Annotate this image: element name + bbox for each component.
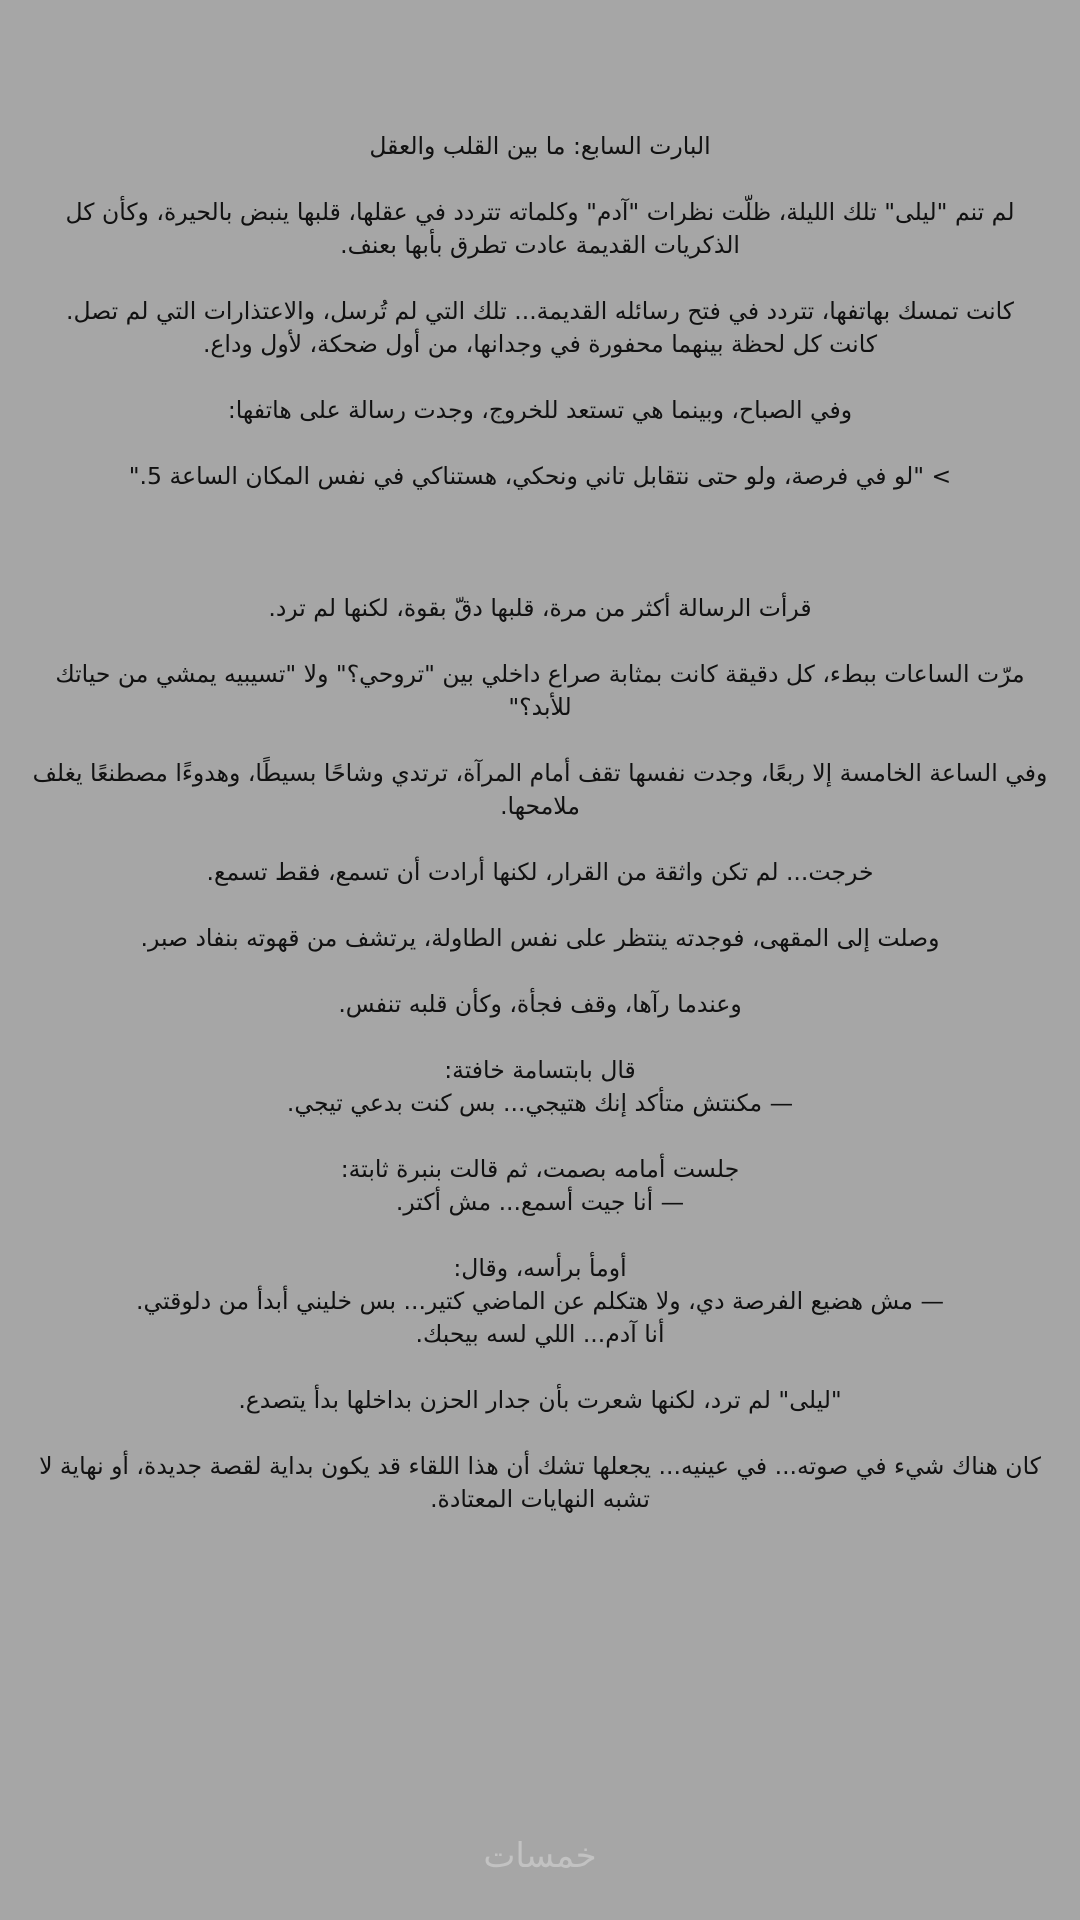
paragraph-line: أومأ برأسه، وقال: [453,1254,627,1282]
paragraph-line: للأبد؟" [508,693,572,721]
paragraph-line: الذكريات القديمة عادت تطرق بأبها بعنف. [340,231,740,259]
paragraph-2 [0,295,1080,361]
paragraph-line: خرجت... لم تكن واثقة من القرار، لكنها أرادت أن تسمع، فقط تسمع. [206,858,874,886]
paragraph-3 [0,394,1080,427]
paragraph-1 [0,196,1080,262]
story-body [0,130,1080,1549]
paragraph-line: وفي الصباح، وبينما هي تستعد للخروج، وجدت رسالة على هاتفها: [227,396,853,424]
section-gap [0,526,1080,592]
paragraph-line: جلست أمامه بصمت، ثم قالت بنبرة ثابتة: [340,1155,740,1183]
dialogue-line: — مش هضيع الفرصة دي، ولا هتكلم عن الماضي كتير... بس خليني أبدأ من دلوقتي. [136,1287,944,1315]
paragraph-line: كانت كل لحظة بينهما محفورة في وجدانها، من أول ضحكة، لأول وداع. [202,330,878,358]
dialogue-line: — أنا جيت أسمع... مش أكتر. [395,1188,685,1216]
paragraph-12 [0,1153,1080,1219]
dialogue-line: — مكنتش متأكد إنك هتيجي... بس كنت بدعي تيجي. [286,1089,794,1117]
paragraph-line: قال بابتسامة خافتة: [444,1056,636,1084]
paragraph-10 [0,988,1080,1021]
paragraph-5 [0,592,1080,625]
dialogue-line: أنا آدم... اللي لسه بيحبك. [415,1320,665,1348]
chapter-title: البارت السابع: ما بين القلب والعقل [369,132,711,160]
paragraph-line: وعندما رآها، وقف فجأة، وكأن قلبه تنفس. [338,990,742,1018]
paragraph-14 [0,1384,1080,1417]
paragraph-line: مرّت الساعات ببطء، كل دقيقة كانت بمثابة صراع داخلي بين "تروحي؟" ولا "تسيبيه يمشي من حياتك [55,660,1025,688]
paragraph-line: > "لو في فرصة، ولو حتى نتقابل تاني ونحكي، هستناكي في نفس المكان الساعة 5." [128,462,952,490]
paragraph-8 [0,856,1080,889]
paragraph-9 [0,922,1080,955]
paragraph-line: "ليلى" لم ترد، لكنها شعرت بأن جدار الحزن بداخلها بدأ يتصدع. [238,1386,842,1414]
watermark-logo: خمسات [483,1836,597,1876]
paragraph-line: ملامحها. [500,792,580,820]
paragraph-6 [0,658,1080,724]
paragraph-line: تشبه النهايات المعتادة. [430,1485,650,1513]
paragraph-11 [0,1054,1080,1120]
paragraph-line: وفي الساعة الخامسة إلا ربعًا، وجدت نفسها تقف أمام المرآة، ترتدي وشاحًا بسيطًا، وهدوءًا مصطنعًا يغلف [32,759,1048,787]
paragraph-line: كان هناك شيء في صوته... في عينيه... يجعلها تشك أن هذا اللقاء قد يكون بداية لقصة جديدة، أو نهاية لا [39,1452,1041,1480]
paragraph-line: كانت تمسك بهاتفها، تتردد في فتح رسائله القديمة... تلك التي لم تُرسل، والاعتذارات التي لم تصل. [66,297,1014,325]
paragraph-15 [0,1450,1080,1516]
paragraph-line: قرأت الرسالة أكثر من مرة، قلبها دقّ بقوة، لكنها لم ترد. [268,594,812,622]
paragraph-line: لم تنم "ليلى" تلك الليلة، ظلّت نظرات "آدم" وكلماته تتردد في عقلها، قلبها ينبض بالحيرة، وكأن كل [65,198,1015,226]
paragraph-13 [0,1252,1080,1351]
paragraph-line: وصلت إلى المقهى، فوجدته ينتظر على نفس الطاولة، يرتشف من قهوته بنفاد صبر. [140,924,940,952]
quoted-message [0,460,1080,493]
paragraph-7 [0,757,1080,823]
